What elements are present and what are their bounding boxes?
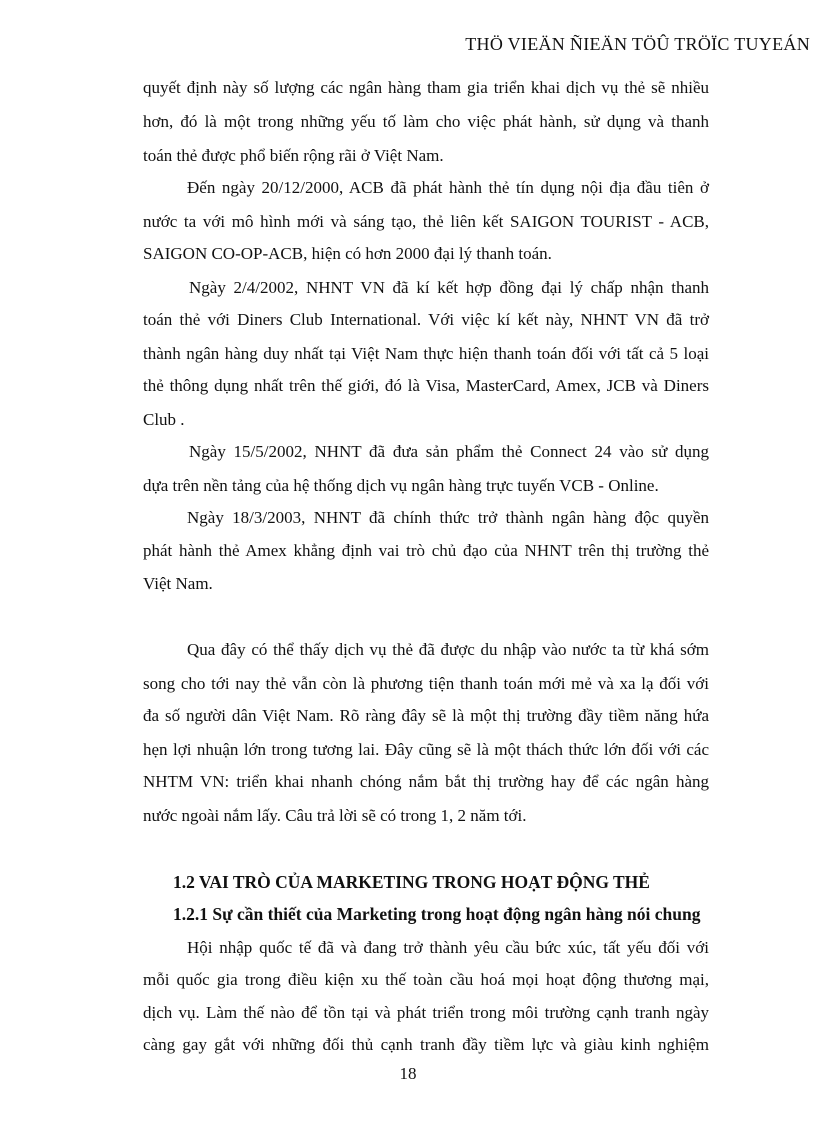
body-line: phát hành thẻ Amex khẳng định vai trò chủ đạo của NHNT trên thị trường thẻ <box>143 541 709 560</box>
body-line: đa số người dân Việt Nam. Rõ ràng đây sẽ là một thị trường đầy tiềm năng hứa <box>143 706 709 725</box>
body-line: Ngày 2/4/2002, NHNT VN đã kí kết hợp đồng đại lý chấp nhận thanh <box>189 278 709 297</box>
page-number: 18 <box>399 1064 417 1083</box>
body-line: mỗi quốc gia trong điều kiện xu thế toàn cầu hoá mọi hoạt động thương mại, <box>143 970 709 989</box>
body-line: nước ta với mô hình mới và sáng tạo, thẻ liên kết SAIGON TOURIST - ACB, <box>143 212 709 231</box>
body-line: Qua đây có thể thấy dịch vụ thẻ đã được du nhập vào nước ta từ khá sớm <box>187 640 709 659</box>
body-line: Việt Nam. <box>143 574 213 593</box>
body-line: toán thẻ với Diners Club International. Với việc kí kết này, NHNT VN đã trở <box>143 310 709 329</box>
body-line: Club . <box>143 410 185 429</box>
site-header: THÖ VIEÄN ÑIEÄN TÖÛ TRÖÏC TUYEÁN <box>465 34 810 54</box>
body-line: NHTM VN: triển khai nhanh chóng nắm bắt thị trường hay để các ngân hàng <box>143 772 709 791</box>
body-line: Đến ngày 20/12/2000, ACB đã phát hành thẻ tín dụng nội địa đầu tiên ở <box>187 178 709 197</box>
body-line: toán thẻ được phổ biến rộng rãi ở Việt Nam. <box>143 146 444 165</box>
body-line: dựa trên nền tảng của hệ thống dịch vụ ngân hàng trực tuyến VCB - Online. <box>143 476 659 495</box>
body-line: thành ngân hàng duy nhất tại Việt Nam thực hiện thanh toán đối với tất cả 5 loại <box>143 344 709 363</box>
body-line: song cho tới nay thẻ vẫn còn là phương tiện thanh toán mới mẻ và xa lạ đối với <box>143 674 709 693</box>
body-line: quyết định này số lượng các ngân hàng tham gia triển khai dịch vụ thẻ sẽ nhiều <box>143 78 709 97</box>
subsection-heading: 1.2.1 Sự cần thiết của Marketing trong hoạt động ngân hàng nói chung <box>173 904 701 924</box>
body-line: hơn, đó là một trong những yếu tố làm cho việc phát hành, sử dụng và thanh <box>143 112 709 131</box>
body-line: hẹn lợi nhuận lớn trong tương lai. Đây cũng sẽ là một thách thức lớn đối với các <box>143 740 709 759</box>
body-line: Ngày 15/5/2002, NHNT đã đưa sản phẩm thẻ Connect 24 vào sử dụng <box>189 442 709 461</box>
body-line: nước ngoài nắm lấy. Câu trả lời sẽ có trong 1, 2 năm tới. <box>143 806 527 825</box>
body-line: càng gay gắt với những đối thủ cạnh tranh đầy tiềm lực và giàu kinh nghiệm <box>143 1035 709 1054</box>
body-line: SAIGON CO-OP-ACB, hiện có hơn 2000 đại lý thanh toán. <box>143 244 552 263</box>
body-line: Hội nhập quốc tế đã và đang trở thành yêu cầu bức xúc, tất yếu đối với <box>187 938 709 957</box>
body-line: thẻ thông dụng nhất trên thế giới, đó là Visa, MasterCard, Amex, JCB và Diners <box>143 376 709 395</box>
body-line: Ngày 18/3/2003, NHNT đã chính thức trở thành ngân hàng độc quyền <box>187 508 709 527</box>
body-line: dịch vụ. Làm thế nào để tồn tại và phát triển trong môi trường cạnh tranh ngày <box>143 1003 709 1022</box>
section-heading: 1.2 VAI TRÒ CỦA MARKETING TRONG HOẠT ĐỘNG THẺ <box>173 872 650 892</box>
